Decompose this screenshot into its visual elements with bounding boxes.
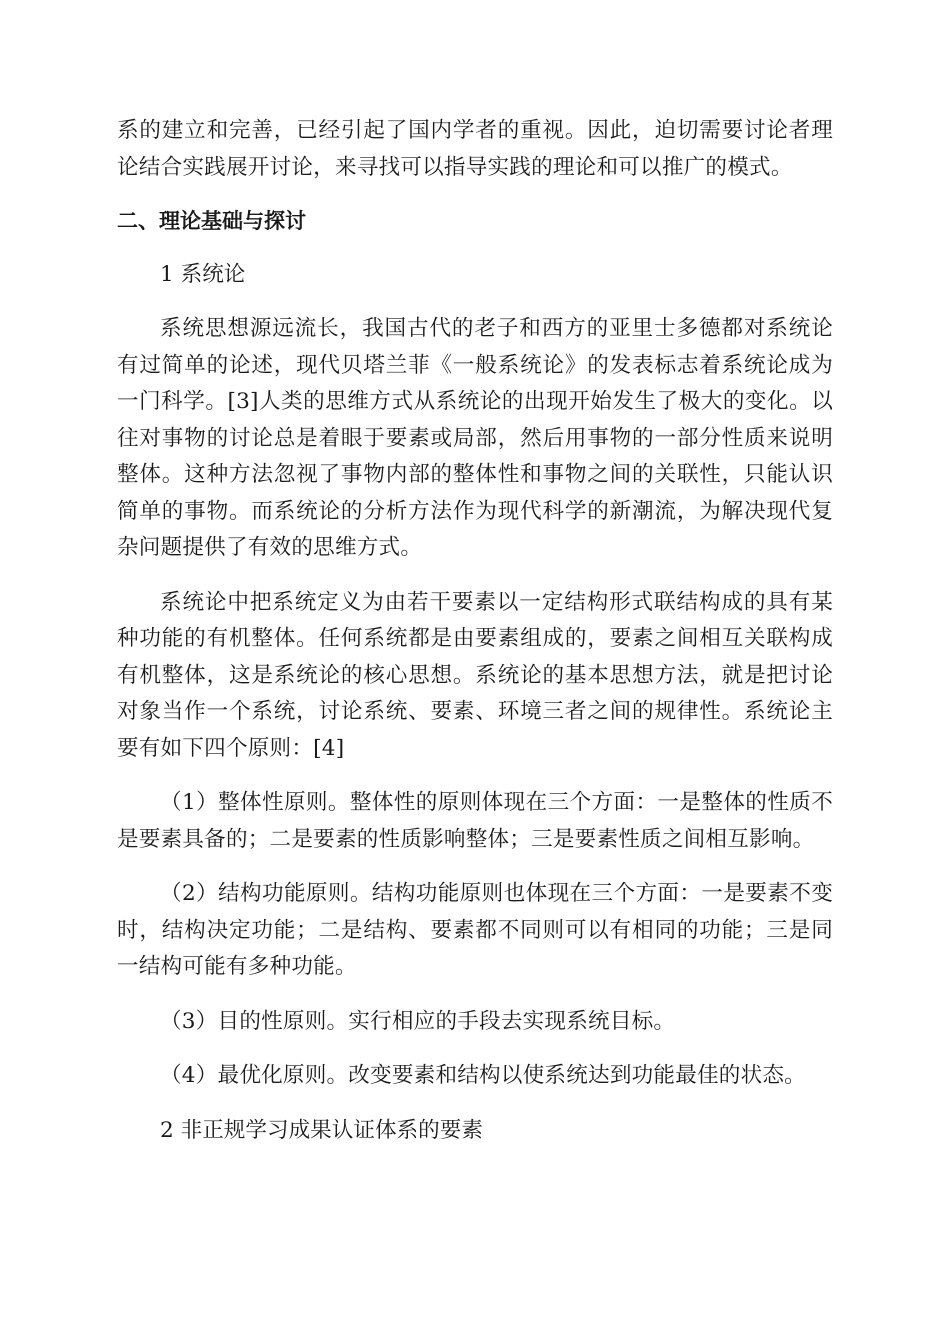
paragraph-systems-definition: 系统论中把系统定义为由若干要素以一定结构形式联结构成的具有某种功能的有机整体。任何系统都是由要素组成的，要素之间相互关联构成有机整体，这是系统论的核心思想。系统论的基本思想方法，就是把讨论对象当作一个系统，讨论系统、要素、环境三者之间的规律性。系统论主要有如下四个原则：[4] — [117, 589, 833, 761]
spacer — [117, 293, 833, 311]
principle-structure-function: （2）结构功能原则。结构功能原则也体现在三个方面：一是要素不变时，结构决定功能；二是结构、要素都不同则可以有相同的功能；三是同一结构可能有多种功能。 — [117, 881, 833, 979]
subsection-heading-elements: 2 非正规学习成果认证体系的要素 — [160, 1117, 483, 1143]
spacer — [117, 567, 833, 585]
paragraph-systems-history: 系统思想源远流长，我国古代的老子和西方的亚里士多德都对系统论有过简单的论述，现代贝塔兰菲《一般系统论》的发表标志着系统论成为一门科学。[3]人类的思维方式从系统论的出现开始发生了极大的变化。以往对事物的讨论总是着眼于要素或局部，然后用事物的一部分性质来说明整体。这种方法忽视了事物内部的整体性和事物之间的关联性，只能认识简单的事物。而系统论的分析方法作为现代科学的新潮流，为解决现代复杂问题提供了有效的思维方式。 — [117, 316, 833, 560]
spacer — [117, 186, 833, 203]
spacer — [117, 858, 833, 876]
section-heading: 二、理论基础与探讨 — [117, 209, 306, 233]
spacer — [117, 240, 833, 257]
principle-purposiveness: （3）目的性原则。实行相应的手段去实现系统目标。 — [160, 1008, 676, 1034]
subsection-heading-systems-theory: 1 系统论 — [160, 261, 246, 287]
principle-optimization: （4）最优化原则。改变要素和结构以使系统达到功能最佳的状态。 — [160, 1063, 806, 1088]
spacer — [117, 1040, 833, 1058]
continuation-paragraph: 系的建立和完善，已经引起了国内学者的重视。因此，迫切需要讨论者理论结合实践展开讨论，来寻找可以指导实践的理论和可以推广的模式。 — [117, 118, 833, 180]
spacer — [117, 1095, 833, 1113]
spacer — [117, 767, 833, 785]
spacer — [117, 986, 833, 1004]
principle-wholeness: （1）整体性原则。整体性的原则体现在三个方面：一是整体的性质不是要素具备的；二是要素的性质影响整体；三是要素性质之间相互影响。 — [117, 790, 833, 852]
document-body — [117, 113, 833, 1149]
